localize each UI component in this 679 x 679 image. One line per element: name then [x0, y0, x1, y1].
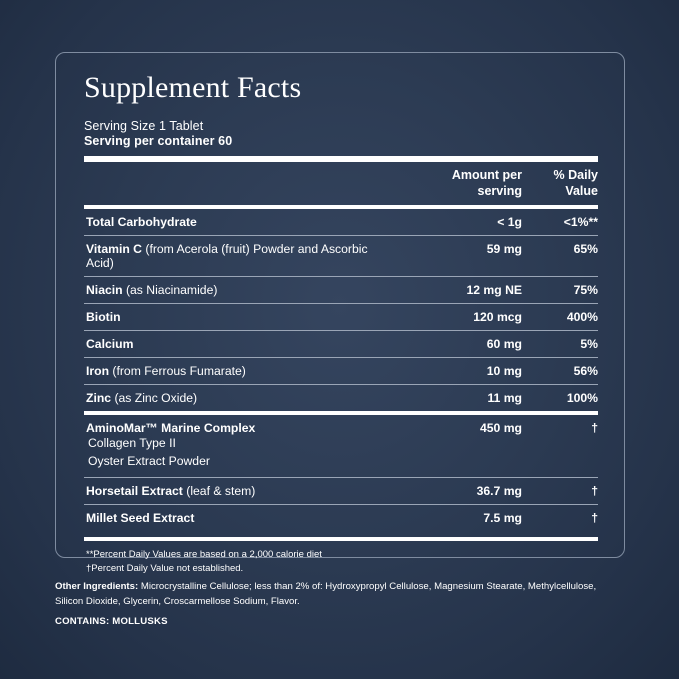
table-row	[84, 358, 598, 384]
nutrient-detail: (from Acerola (fruit) Powder and Ascorbic Acid)	[86, 242, 368, 271]
nutrient-daily-value: †	[591, 510, 598, 525]
complex-name: AminoMar™ Marine Complex	[86, 421, 256, 436]
column-header-amount	[392, 168, 538, 199]
nutrient-detail: (leaf & stem)	[186, 483, 256, 498]
nutrient-amount: 59 mg	[486, 242, 522, 257]
nutrient-daily-value: 65%	[573, 242, 598, 257]
facts-panel	[55, 52, 625, 574]
table-row	[84, 478, 598, 504]
nutrient-amount: 12 mg NE	[466, 283, 522, 298]
nutrient-name: Zinc	[86, 391, 112, 406]
nutrient-daily-value: 5%	[580, 337, 598, 352]
nutrient-detail: (as Zinc Oxide)	[114, 391, 198, 406]
other-ingredients	[55, 580, 625, 610]
facts-inner	[84, 71, 598, 576]
nutrient-daily-value: †	[591, 483, 598, 498]
amount-line-1: Amount per	[451, 168, 522, 182]
nutrient-name: Millet Seed Extract	[86, 510, 195, 525]
table-row-complex	[84, 415, 598, 476]
nutrient-daily-value: 400%	[566, 310, 598, 325]
page-title: Supplement Facts	[84, 71, 302, 104]
nutrient-name: Calcium	[86, 337, 134, 352]
nutrient-table	[84, 209, 598, 530]
table-row	[84, 277, 598, 303]
nutrient-amount: 11 mg	[487, 391, 522, 406]
other-ingredients-text: Microcrystalline Cellulose; less than 2% of: Hydroxypropyl Cellulose, Magnesium Stearate, Methylcellulose, Silicon Dioxide, Glycerin, Croscarmellose Sodium, Flavor.	[55, 581, 597, 607]
table-row	[84, 385, 598, 411]
footnote-not-established: †Percent Daily Value not established.	[86, 562, 244, 574]
nutrient-daily-value: 75%	[573, 283, 598, 298]
daily-line-2: Value	[565, 183, 598, 198]
nutrient-name: Total Carbohydrate	[86, 215, 197, 230]
footnotes	[84, 541, 598, 577]
table-row	[84, 209, 598, 235]
contains-allergens: CONTAINS: MOLLUSKS	[55, 616, 168, 627]
nutrient-amount: < 1g	[497, 215, 522, 230]
table-row	[84, 236, 598, 276]
nutrient-daily-value: 100%	[566, 391, 598, 406]
footnote-daily-values: **Percent Daily Values are based on a 2,000 calorie diet	[86, 548, 322, 560]
column-header-daily-value	[538, 168, 598, 199]
nutrient-daily-value: 56%	[573, 364, 598, 379]
nutrient-name: Horsetail Extract	[86, 483, 183, 498]
table-row	[84, 505, 598, 531]
serving-size: Serving Size 1 Tablet	[84, 119, 204, 133]
nutrient-amount: 36.7 mg	[476, 483, 522, 498]
serving-per-container: Serving per container 60	[84, 134, 233, 148]
complex-amount: 450 mg	[479, 421, 522, 436]
nutrient-amount: 10 mg	[486, 364, 522, 379]
nutrient-amount: 60 mg	[486, 337, 522, 352]
nutrient-name: Vitamin C	[86, 242, 142, 257]
nutrient-detail: (from Ferrous Fumarate)	[112, 364, 246, 379]
complex-daily-value: †	[591, 421, 598, 436]
daily-line-1: % Daily	[553, 168, 598, 182]
complex-sub-2: Oyster Extract Powder	[88, 453, 210, 468]
column-headers	[84, 162, 598, 205]
table-row	[84, 331, 598, 357]
nutrient-name: Niacin	[86, 283, 123, 298]
nutrient-detail: (as Niacinamide)	[125, 283, 218, 298]
nutrient-daily-value: <1%**	[563, 215, 598, 230]
amount-line-2: serving	[477, 183, 522, 198]
nutrient-amount: 7.5 mg	[483, 510, 522, 525]
nutrient-amount: 120 mcg	[473, 310, 522, 325]
table-row	[84, 304, 598, 330]
complex-sub-1: Collagen Type II	[88, 436, 176, 451]
nutrient-name: Biotin	[86, 310, 121, 325]
nutrient-name: Iron	[86, 364, 110, 379]
other-ingredients-heading: Other Ingredients:	[55, 581, 139, 592]
